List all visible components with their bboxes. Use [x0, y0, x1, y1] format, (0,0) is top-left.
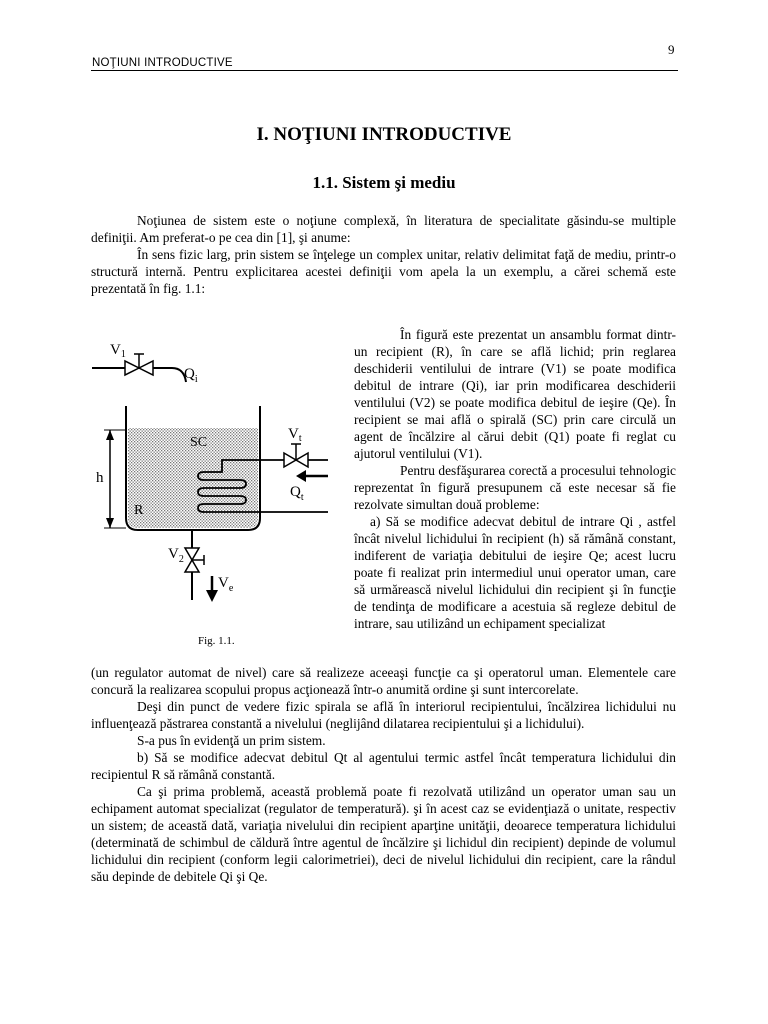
inlet-pipe: [92, 368, 186, 382]
label-sc: SC: [190, 435, 208, 450]
page-number: 9: [668, 42, 675, 57]
figure-side-text: [354, 326, 676, 632]
paragraph: S-a pus în evidenţă un prim sistem.: [137, 733, 326, 748]
paragraph: Noţiunea de sistem este o noţiune complexă, în literatura de specialitate găsindu-se multiple definiţii. Am preferat-o pe cea din [1], şi anume:: [91, 213, 676, 245]
intro-text: [91, 212, 676, 297]
figure-caption: Fig. 1.1.: [198, 635, 235, 647]
paragraph: (un regulator automat de nivel) care să realizeze aceeaşi funcţie ca şi operatorul uman. Elementele care concură la realizarea scopului propus acţionează într-o anumită ordine şi sunt intercorelate.: [91, 665, 676, 697]
valve-vt: [284, 453, 296, 467]
paragraph: Pentru desfăşurarea corectă a procesului tehnologic reprezentat în figură presupunem că este necesar să fie rezolvate simultan două probleme:: [354, 463, 676, 512]
section-title: 1.1. Sistem şi mediu: [312, 173, 456, 192]
label-r: R: [134, 503, 144, 518]
paragraph: b) Să se modifice adecvat debitul Qt al agentului termic astfel încât temperatura lichidului din recipientul R să rămână constantă.: [91, 750, 676, 782]
tank-diagram: [92, 336, 342, 616]
valve-v2: [185, 548, 199, 560]
label-v2: $V_2$: [168, 546, 184, 565]
label-vt: $V_t$: [288, 426, 302, 444]
label-qi: $Q_i$: [184, 366, 198, 385]
label-h: h: [96, 470, 104, 486]
paragraph: a) Să se modifice adecvat debitul de intrare Qi , astfel încât nivelul lichidului în recipient (h) să rămână constant, indiferent de variaţia debitului de ieşire Qe; acest lucru poate fi realizat prin intermediul unui operator uman, care să urmărească nivelul lichidului din recipient şi în funcţie de tendinţa de modificare a acestuia să regleze debitul de intrare, sau utilizând un echipament specializat: [354, 514, 676, 631]
paragraph: În sens fizic larg, prin sistem se înţelege un complex unitar, relativ delimitat faţă de mediu, printr-o structură internă. Pentru explicitarea acestei definiţii vom apela la un exemplu, a cărei schemă este prezentată în fig. 1.1:: [91, 247, 676, 296]
running-header: NOŢIUNI INTRODUCTIVE: [92, 57, 233, 69]
continued-text: [91, 664, 676, 885]
valve-v1: [125, 361, 139, 375]
header-rule: [91, 70, 678, 71]
chapter-title: I. NOŢIUNI INTRODUCTIVE: [256, 124, 512, 145]
label-v1: $V_1$: [110, 342, 126, 360]
paragraph: Ca şi prima problemă, această problemă poate fi rezolvată utilizând un operator uman sau un echipament automat specializat (regulator de temperatură). şi în acest caz se evidenţiază o unitate, respectiv un sistem; de această dată, variaţia nivelului din recipient aparţine unităţii, deoarece temperatura lichidului (determinată de schimbul de căldură între agentul de încălzire şi lichidul din recipient) depinde de volumul lichidului din recipient (conform legii calorimetriei), deci de nivelul lichidului din recipient, care la rândul său depinde de debitele Qi şi Qe.: [91, 784, 676, 884]
paragraph: Deşi din punct de vedere fizic spirala se află în interiorul recipientului, încălzirea lichidului nu influenţează păstrarea constantă a nivelului (neglijând dilatarea recipientului şi a lichidului).: [91, 699, 676, 731]
label-ve: $V_e$: [218, 575, 234, 594]
paragraph: În figură este prezentat un ansamblu format dintr-un recipient (R), în care se află lichid; prin reglarea deschiderii ventilului de intrare (V1) se poate modifica debitul de intrare (Qi), iar prin modificarea deschiderii ventilului (V2) se poate modifica debitul de ieşire (Qe). În recipient se mai află o spirală (SC) prin care circulă un agent de încălzire al cărui debit (Q1) poate fi reglat cu ajutorul ventilului (V1).: [354, 327, 676, 461]
label-qt: $Q_t$: [290, 484, 304, 503]
